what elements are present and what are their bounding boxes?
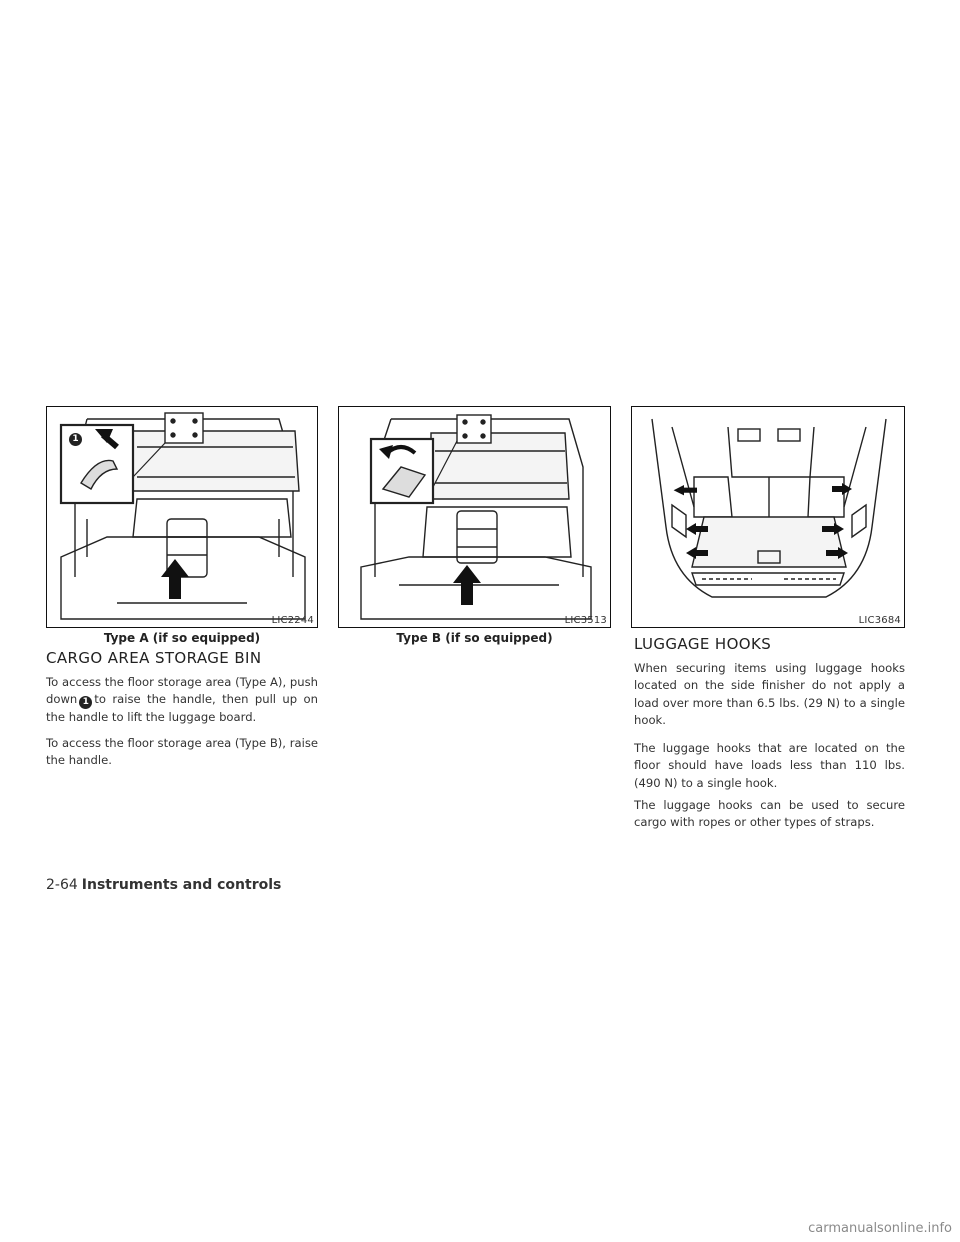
figure-caption-type-b: Type B (if so equipped) (396, 631, 553, 645)
figure-code: LIC2244 (271, 615, 314, 626)
section-title-cargo: CARGO AREA STORAGE BIN (46, 649, 262, 667)
callout-1-inline: 1 (79, 696, 92, 709)
callout-1-marker: 1 (69, 433, 82, 446)
figure-code: LIC3513 (564, 615, 607, 626)
cargo-p1-before: To access the floor storage area (Type A), push down (46, 675, 318, 707)
hooks-paragraph-2: The luggage hooks that are located on the floor should have loads less than 110 lbs. (490 N) to a single hook. (634, 741, 905, 790)
cargo-type-b-illustration (339, 407, 611, 628)
luggage-hooks-illustration (632, 407, 905, 628)
figure-type-b (338, 406, 611, 628)
hooks-paragraph-3: The luggage hooks can be used to secure cargo with ropes or other types of straps. (634, 798, 905, 830)
hooks-paragraph-1: When securing items using luggage hooks located on the side finisher do not apply a load over more than 6.5 lbs. (29 N) to a single hook. (634, 661, 905, 728)
cargo-paragraph-1 (46, 674, 318, 727)
footer-section-title: Instruments and controls (81, 877, 282, 893)
page-number: 2-64 (46, 877, 78, 893)
cargo-p1-after: to raise the handle, then pull up on the handle to lift the luggage board. (46, 692, 318, 725)
watermark: carmanualsonline.info (808, 1221, 952, 1236)
cargo-paragraph-2: To access the floor storage area (Type B), raise the handle. (46, 736, 318, 768)
cargo-type-a-illustration (47, 407, 318, 628)
page-footer (46, 877, 281, 893)
section-title-hooks: LUGGAGE HOOKS (634, 635, 772, 653)
figure-type-a (46, 406, 318, 628)
figure-code: LIC3684 (858, 615, 901, 626)
figure-caption-type-a: Type A (if so equipped) (103, 631, 261, 645)
figure-luggage-hooks (631, 406, 905, 628)
